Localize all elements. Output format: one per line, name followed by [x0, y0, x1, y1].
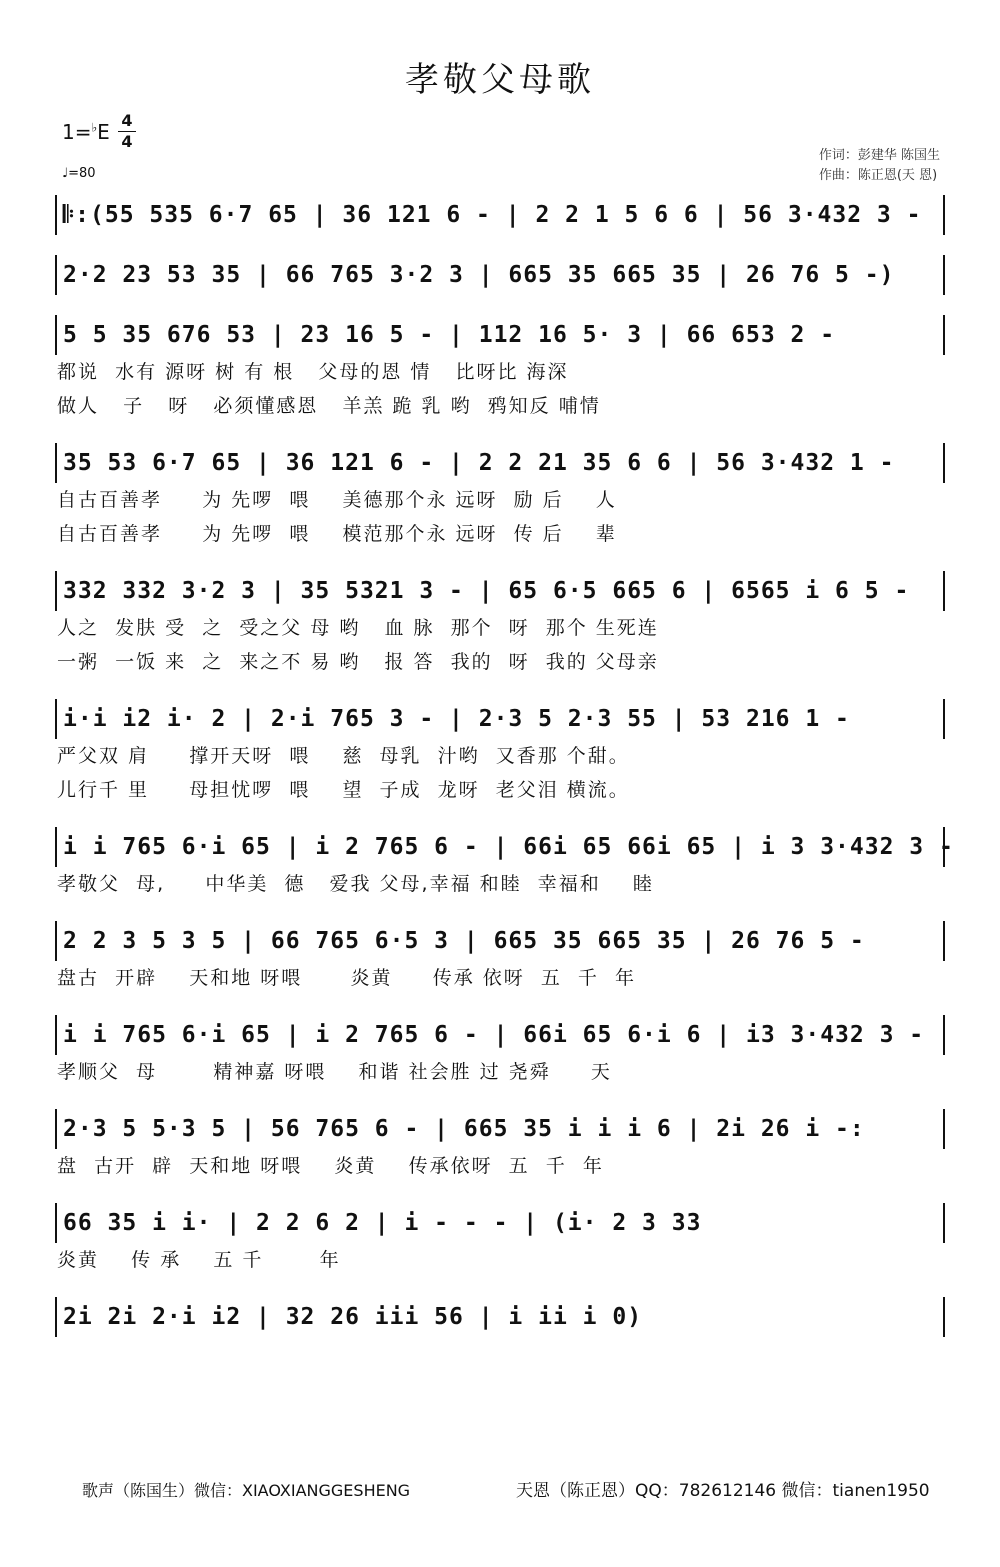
score-system: [55, 1109, 945, 1183]
lyric-line: 人之 发肤 受 之 受之父 母 哟 血 脉 那个 呀 那个 生死连: [57, 617, 659, 639]
lyric-line: 严父双 肩 撑开天呀 喂 慈 母乳 汁哟 又香那 个甜。: [57, 745, 630, 767]
score-system: [55, 255, 945, 295]
lyric-line: 自古百善孝 为 先啰 喂 模范那个永 远呀 传 后 辈: [57, 523, 617, 545]
score-system: [55, 443, 945, 551]
notation-line: 2·3 5 5·3 5 | 56 765 6 - | 665 35 i i i 6 | 2i 26 i -:: [55, 1109, 945, 1149]
score-system: [55, 315, 945, 423]
score-system: [55, 827, 954, 901]
lyric-line: 盘 古开 辟 天和地 呀喂 炎黄 传承依呀 五 千 年: [57, 1155, 604, 1177]
notation-line: 66 35 i i· | 2 2 6 2 | i - - - | (i· 2 3 33: [55, 1203, 945, 1243]
lyric-line: 做人 子 呀 必须懂感恩 羊羔 跪 乳 哟 鸦知反 哺情: [57, 395, 601, 417]
time-signature-top: 4: [121, 111, 133, 130]
notation-line: 2·2 23 53 35 | 66 765 3·2 3 | 665 35 665 35 | 26 76 5 -): [55, 255, 945, 295]
notation-line: 332 332 3·2 3 | 35 5321 3 - | 65 6·5 665 6 | 6565 i 6 5 -: [55, 571, 945, 611]
key-prefix: 1=: [62, 120, 92, 144]
notation-line: 35 53 6·7 65 | 36 121 6 - | 2 2 21 35 6 6 | 56 3·432 1 -: [55, 443, 945, 483]
score-system: [55, 699, 945, 807]
notation-line: i i 765 6·i 65 | i 2 765 6 - | 66i 65 6·i 6 | i3 3·432 3 -: [55, 1015, 945, 1055]
score-system: [55, 1015, 945, 1089]
score-system: [55, 1203, 945, 1277]
lyric-line: 孝敬父 母, 中华美 德 爱我 父母,幸福 和睦 幸福和 睦: [57, 873, 654, 895]
credits: [819, 146, 940, 186]
score-sheet: [55, 195, 954, 1357]
notation-line: i·i i2 i· 2 | 2·i 765 3 - | 2·3 5 2·3 55 | 53 216 1 -: [55, 699, 945, 739]
notation-line: 5 5 35 676 53 | 23 16 5 - | 112 16 5· 3 | 66 653 2 -: [55, 315, 945, 355]
flat-icon: ♭: [91, 120, 98, 135]
key-signature: [62, 120, 110, 144]
lyricist-credit: 作词：彭建华 陈国生: [818, 148, 940, 163]
lyric-line: 自古百善孝 为 先啰 喂 美德那个永 远呀 励 后 人: [57, 489, 617, 511]
time-signature: [118, 112, 136, 151]
notation-line: 𝄆:(55 535 6·7 65 | 36 121 6 - | 2 2 1 5 6 6 | 56 3·432 3 -: [55, 195, 945, 235]
lyric-line: 一粥 一饭 来 之 来之不 易 哟 报 答 我的 呀 我的 父母亲: [57, 651, 659, 673]
lyric-line: 炎黄 传 承 五 千 年: [57, 1249, 341, 1271]
footer-singer-contact: 歌声（陈国生）微信：XIAOXIANGGESHENG: [82, 1481, 411, 1500]
composer-credit: 作曲：陈正恩(天 恩): [818, 168, 938, 183]
footer-composer-contact: 天恩（陈正恩）QQ：782612146 微信：tianen1950: [516, 1481, 930, 1501]
score-system: [55, 571, 945, 679]
page-title: 孝敬父母歌: [405, 60, 595, 100]
lyric-line: 都说 水有 源呀 树 有 根 父母的恩 情 比呀比 海深: [57, 361, 569, 383]
score-system: [55, 1297, 945, 1337]
key-note: E: [97, 120, 110, 144]
notation-line: i i 765 6·i 65 | i 2 765 6 - | 66i 65 66i 65 | i 3 3·432 3 -: [55, 827, 945, 867]
notation-line: 2i 2i 2·i i2 | 32 26 iii 56 | i ii i 0): [55, 1297, 945, 1337]
lyric-line: 孝顺父 母 精神嘉 呀喂 和谐 社会胜 过 尧舜 天: [57, 1061, 612, 1083]
time-signature-bottom: 4: [121, 132, 133, 151]
score-system: [55, 921, 945, 995]
lyric-line: 盘古 开辟 天和地 呀喂 炎黄 传承 依呀 五 千 年: [57, 967, 636, 989]
tempo-marking: ♩=80: [62, 166, 96, 181]
lyric-line: 儿行千 里 母担忧啰 喂 望 子成 龙呀 老父泪 横流。: [57, 779, 630, 801]
score-system: [55, 195, 945, 235]
notation-line: 2 2 3 5 3 5 | 66 765 6·5 3 | 665 35 665 35 | 26 76 5 -: [55, 921, 945, 961]
